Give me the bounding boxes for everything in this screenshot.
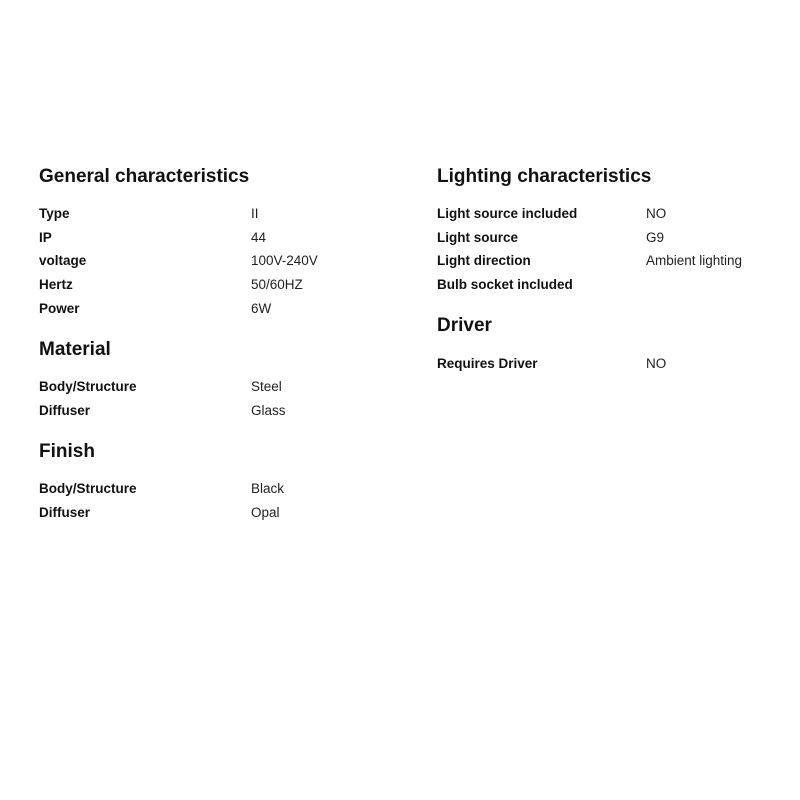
spec-row-light-direction [437, 249, 777, 273]
driver-section [437, 313, 777, 375]
spec-value: 44 [251, 229, 267, 245]
spec-label: Light source included [437, 206, 578, 222]
spec-label: Light source [437, 229, 519, 245]
spec-value: NO [646, 206, 667, 222]
spec-label: Diffuser [39, 402, 91, 418]
right-column [437, 164, 777, 392]
left-column [39, 164, 399, 541]
section-title: Finish [39, 441, 95, 463]
spec-row-light-source [437, 226, 777, 250]
spec-label: Power [39, 300, 80, 316]
spec-value: G9 [646, 229, 665, 245]
spec-row-diffuser [39, 501, 399, 525]
spec-label: voltage [39, 253, 87, 269]
spec-value: 50/60HZ [251, 277, 303, 293]
spec-value: 100V-240V [251, 253, 318, 269]
spec-label: Body/Structure [39, 481, 137, 497]
spec-value: Ambient lighting [646, 253, 743, 269]
spec-label: Body/Structure [39, 379, 137, 395]
spec-row-voltage [39, 249, 399, 273]
spec-row-diffuser [39, 399, 399, 423]
spec-row-light-source-included [437, 202, 777, 226]
spec-row-body-structure [39, 375, 399, 399]
lighting-characteristics-section [437, 164, 777, 296]
spec-row-requires-driver [437, 351, 777, 375]
material-section [39, 337, 399, 422]
spec-value: Steel [251, 379, 282, 395]
spec-row-body-structure [39, 477, 399, 501]
spec-value: Black [251, 481, 285, 497]
spec-label: Type [39, 206, 70, 222]
spec-label: Hertz [39, 277, 73, 293]
spec-row-type [39, 202, 399, 226]
spec-label: Diffuser [39, 505, 91, 521]
section-title: Material [39, 338, 111, 360]
finish-section [39, 439, 399, 524]
spec-row-hertz [39, 273, 399, 297]
spec-label: Requires Driver [437, 355, 538, 371]
spec-value: II [251, 206, 259, 222]
spec-label: Bulb socket included [437, 277, 573, 293]
spec-row-power [39, 296, 399, 320]
spec-row-bulb-socket-included [437, 273, 777, 297]
spec-label: Light direction [437, 253, 531, 269]
general-characteristics-section [39, 164, 399, 320]
spec-value: Opal [251, 505, 280, 521]
spec-value: 6W [251, 300, 272, 316]
spec-value: Glass [251, 402, 286, 418]
spec-row-ip [39, 226, 399, 250]
spec-label: IP [39, 229, 52, 245]
spec-value: NO [646, 355, 667, 371]
section-title: General characteristics [39, 166, 250, 187]
section-title: Lighting characteristics [437, 166, 652, 187]
section-title: Driver [437, 315, 492, 337]
